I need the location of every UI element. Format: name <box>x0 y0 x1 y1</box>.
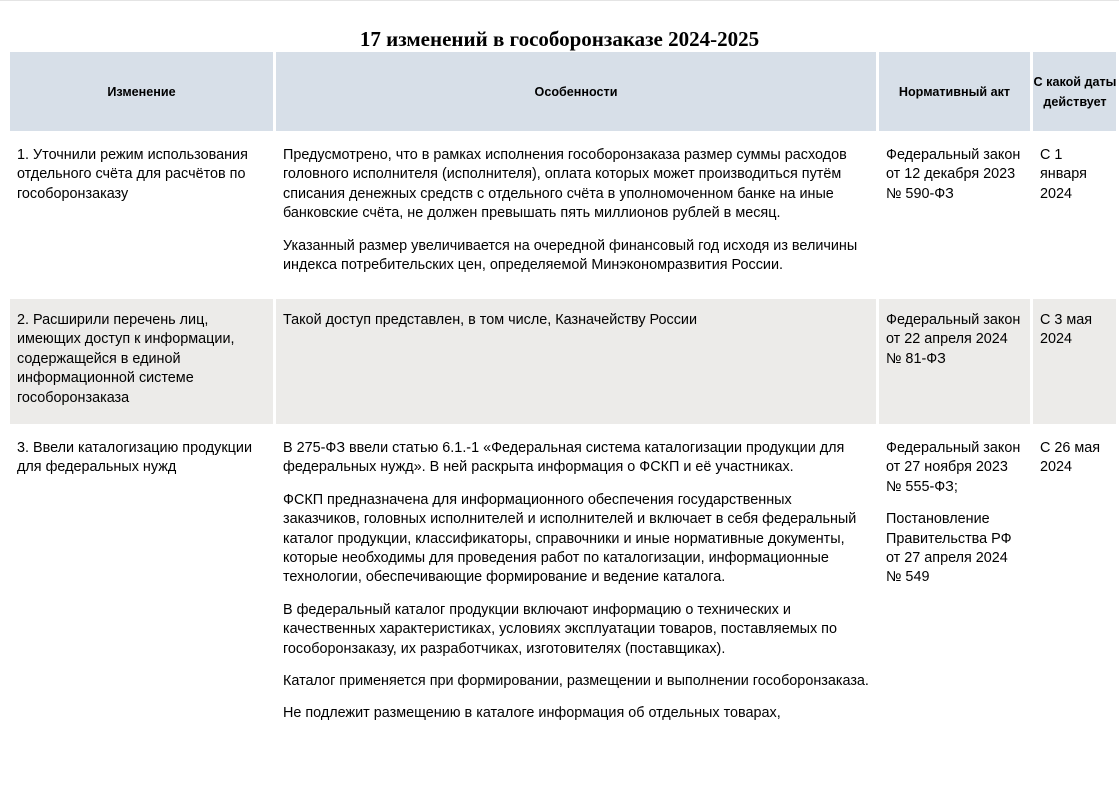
column-header-act: Нормативный акт <box>879 52 1030 131</box>
details-cell <box>276 134 876 296</box>
change-cell: 1. Уточнили режим использования отдельного счёта для расчётов по гособоронзаказу <box>10 134 273 296</box>
date-cell: С 26 мая 2024 <box>1033 427 1116 768</box>
act-cell <box>879 427 1030 768</box>
act-text: Постановление Правительства РФ от 27 апреля 2024 № 549 <box>886 511 1012 586</box>
act-text: Федеральный закон от 22 апреля 2024 № 81-ФЗ <box>886 312 1021 367</box>
details-paragraph: Каталог применяется при формировании, размещении и выполнении гособоронзаказа. <box>283 673 869 690</box>
date-cell: С 3 мая 2024 <box>1033 299 1116 424</box>
top-divider <box>0 0 1119 1</box>
act-cell <box>879 134 1030 296</box>
changes-table <box>10 52 1116 768</box>
table-header <box>10 52 1116 131</box>
table-row <box>10 427 1116 768</box>
page-title: 17 изменений в гособоронзаказе 2024-2025 <box>359 27 760 52</box>
details-paragraph: Указанный размер увеличивается на очередной финансовый год исходя из величины индекса потребительских цен, определяемой Минэкономразвития России. <box>283 237 858 274</box>
act-text: Федеральный закон от 12 декабря 2023 № 590-ФЗ <box>886 147 1021 202</box>
table-row <box>10 299 1116 424</box>
column-header-date: С какой даты действует <box>1033 52 1116 131</box>
details-cell <box>276 299 876 424</box>
column-header-details: Особенности <box>276 52 876 131</box>
details-paragraph: Предусмотрено, что в рамках исполнения гособоронзаказа размер суммы расходов головного исполнителя (исполнителя), оплата которых может производиться путём списания денежных средств с отдельного счёта в уполномоченном банке на иные банковские счёта, не должен превышать пять миллионов рублей в месяц. <box>283 147 847 222</box>
details-cell <box>276 427 876 768</box>
act-cell <box>879 299 1030 424</box>
change-cell: 3. Ввели каталогизацию продукции для федеральных нужд <box>10 427 273 768</box>
table-row <box>10 134 1116 296</box>
details-paragraph: В 275-ФЗ ввели статью 6.1.-1 «Федеральная система каталогизации продукции для федеральных нужд». В ней раскрыта информация о ФСКП и её участниках. <box>283 440 845 476</box>
details-paragraph: В федеральный каталог продукции включают информацию о технических и качественных характеристиках, условиях эксплуатации товаров, поставляемых по гособоронзаказу, их разработчиках, изготовителях (поставщиках). <box>283 601 837 657</box>
details-paragraph: ФСКП предназначена для информационного обеспечения государственных заказчиков, головных исполнителей и исполнителей и включает в себя федеральный каталог продукции, классификаторы, справочники и иные нормативные документы, которые необходимы для проведения работ по каталогизации, информационные технологии, обеспечивающие формирование и ведение каталога. <box>283 491 857 586</box>
act-text: Федеральный закон от 27 ноября 2023 № 555-ФЗ; <box>886 440 1021 495</box>
details-paragraph: Не подлежит размещению в каталоге информация об отдельных товарах, <box>283 705 781 722</box>
date-cell: С 1 января 2024 <box>1033 134 1116 296</box>
column-header-change: Изменение <box>10 52 273 131</box>
details-paragraph: Такой доступ представлен, в том числе, Казначейству России <box>283 312 697 328</box>
change-cell: 2. Расширили перечень лиц, имеющих доступ к информации, содержащейся в единой информационной системе гособоронзаказа <box>10 299 273 424</box>
